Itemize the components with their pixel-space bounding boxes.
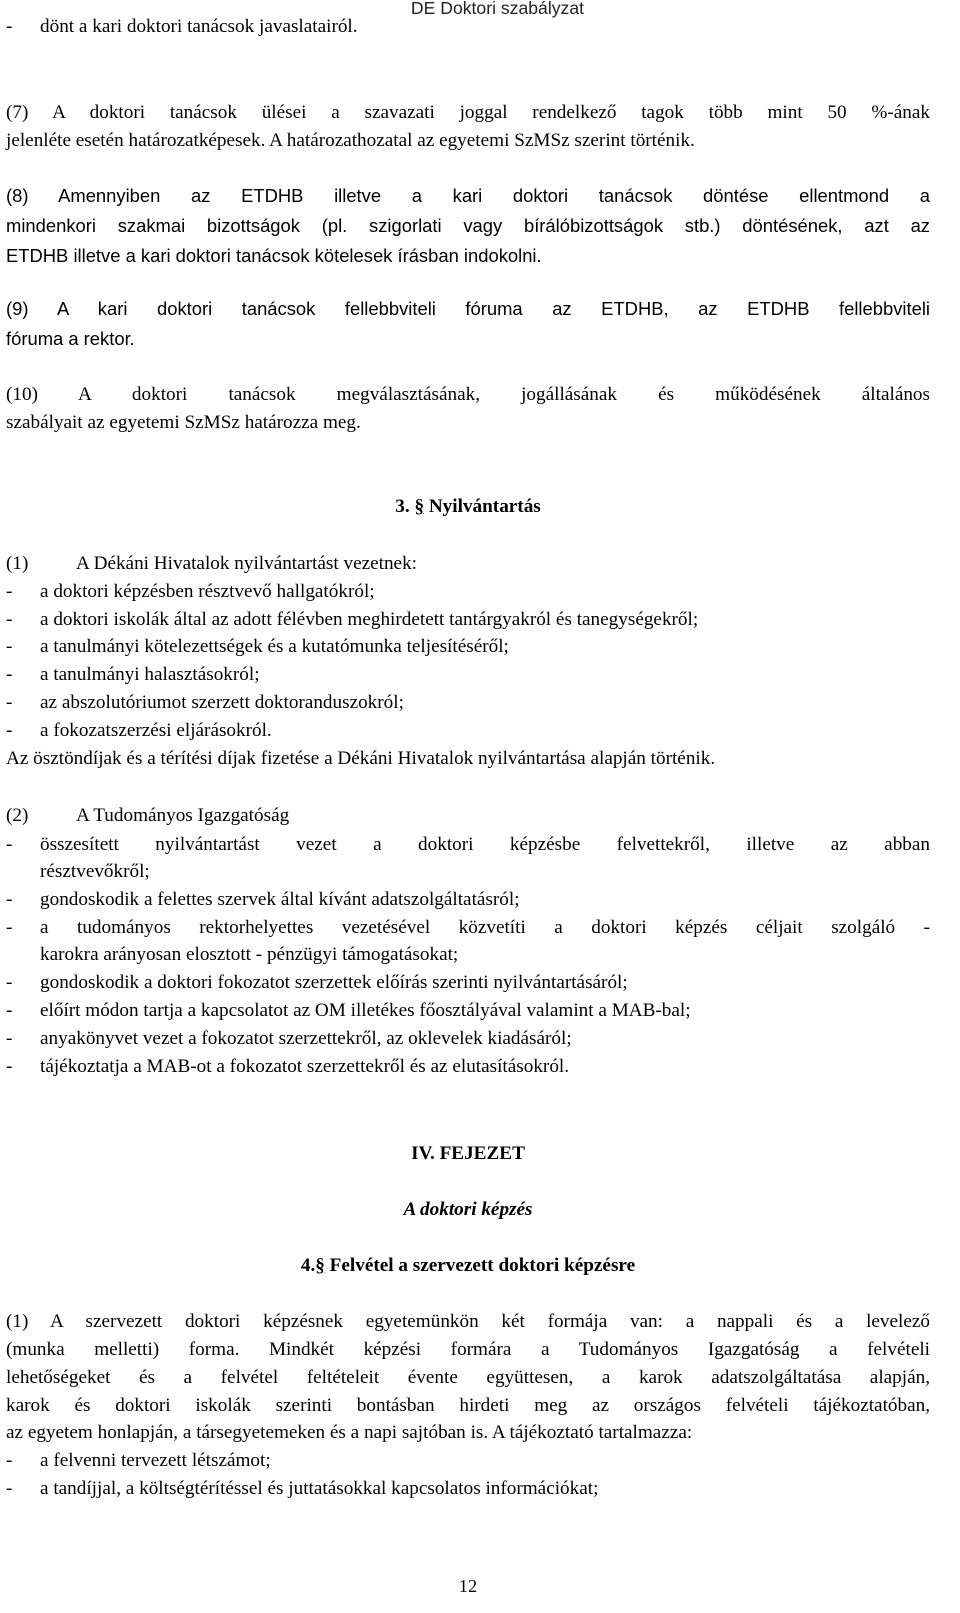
list-item-text: a fokozatszerzési eljárásokról. <box>40 720 272 741</box>
list-item-text: gondoskodik a felettes szervek által kívánt adatszolgáltatásról; <box>40 889 520 910</box>
paragraph-line: (1) A szervezett doktori képzésnek egyetemünkön két formája van: a nappali és a levelező <box>6 1311 930 1332</box>
bullet-dash: - <box>6 1000 13 1021</box>
bullet-dash: - <box>6 581 13 602</box>
paragraph-line: (10) A doktori tanácsok megválasztásának, jogállásának és működésének általános <box>6 384 930 405</box>
section-heading <box>0 1254 936 1278</box>
bullet-dash: - <box>6 16 13 37</box>
bullet-dash: - <box>6 720 13 741</box>
section-title: Felvétel a szervezett doktori képzésre <box>329 1255 636 1276</box>
list-item-text: a tanulmányi halasztásokról; <box>40 664 260 685</box>
list-item-text: összesített nyilvántartást vezet a doktori képzésbe felvettekről, illetve az abban <box>40 834 930 855</box>
paragraph-line: az egyetem honlapján, a társegyetemeken és a napi sajtóban is. A tájékoztató tartalmazza: <box>6 1422 693 1443</box>
top-list-item <box>0 15 936 39</box>
list-item-text: tájékoztatja a MAB-ot a fokozatot szerzettekről és az elutasításokról. <box>40 1056 570 1077</box>
list-item <box>0 580 936 604</box>
list-item <box>0 635 936 659</box>
bullet-dash: - <box>6 1028 13 1049</box>
paragraph-line: jelenléte esetén határozatképesek. A határozathozatal az egyetemi SzMSz szerint történik. <box>6 130 695 151</box>
list-item <box>0 719 936 743</box>
bullet-dash: - <box>6 889 13 910</box>
page-number: 12 <box>458 1576 478 1596</box>
list-item <box>0 999 936 1023</box>
list-item-text: a tudományos rektorhelyettes vezetésével közvetíti a doktori képzés céljait szolgáló - <box>40 917 930 938</box>
section-title: Nyilvántartás <box>428 496 541 517</box>
bullet-dash: - <box>6 609 13 630</box>
list-item-text: az abszolutóriumot szerzett doktoranduszokról; <box>40 692 404 713</box>
list-item-text: dönt a kari doktori tanácsok javaslatairól. <box>40 16 358 37</box>
bullet-dash: - <box>6 834 13 855</box>
list-item-text: a tandíjjal, a költségtérítéssel és juttatásokkal kapcsolatos információkat; <box>40 1478 599 1499</box>
list-item <box>0 1477 936 1501</box>
paragraph-line: karok és doktori iskolák szerinti bontásban hirdeti meg az országos felvételi tájékoztatóban, <box>6 1395 930 1416</box>
paragraph-text: A Tudományos Igazgatóság <box>76 805 290 826</box>
bullet-dash: - <box>6 636 13 657</box>
section-heading <box>0 495 936 519</box>
list-item-text: a felvenni tervezett létszámot; <box>40 1450 271 1471</box>
section-number: 3. <box>395 496 410 517</box>
paragraph-closing: Az ösztöndíjak és a térítési díjak fizetése a Dékáni Hivatalok nyilvántartása alapján történik. <box>6 748 716 769</box>
bullet-dash: - <box>6 917 13 938</box>
list-item-continuation: résztvevőkről; <box>40 861 150 882</box>
header-title: DE Doktori szabályzat <box>410 0 584 18</box>
paragraph-line: lehetőségeket és a felvétel feltételeit évente együttesen, a karok adatszolgáltatása alapján, <box>6 1367 930 1388</box>
paragraph-line: szabályait az egyetemi SzMSz határozza meg. <box>6 412 361 433</box>
bullet-dash: - <box>6 972 13 993</box>
section-number: 4. <box>300 1255 316 1276</box>
bullet-dash: - <box>6 1056 13 1077</box>
paragraph-line: (munka melletti) forma. Mindkét képzési formára a Tudományos Igazgatóság a felvételi <box>6 1339 930 1360</box>
paragraph-intro <box>6 552 417 576</box>
list-item <box>0 691 936 715</box>
paragraph-number: (1) <box>6 553 29 574</box>
paragraph-line: (8) Amennyiben az ETDHB illetve a kari doktori tanácsok döntése ellentmond a <box>6 185 930 206</box>
bullet-dash: - <box>6 664 13 685</box>
chapter-number: IV. FEJEZET <box>411 1143 525 1164</box>
list-item-continuation: karokra arányosan elosztott - pénzügyi támogatásokat; <box>40 944 459 965</box>
list-item <box>0 833 936 857</box>
list-item-text: anyakönyvet vezet a fokozatot szerzettekről, az oklevelek kiadásáról; <box>40 1028 572 1049</box>
paragraph-line: (9) A kari doktori tanácsok fellebbviteli fóruma az ETDHB, az ETDHB fellebbviteli <box>6 298 930 319</box>
list-item-text: a doktori iskolák által az adott félévben meghirdetett tantárgyakról és tanegységekről; <box>40 609 699 630</box>
list-item <box>0 916 936 940</box>
list-item-text: a tanulmányi kötelezettségek és a kutatómunka teljesítéséről; <box>40 636 509 657</box>
chapter-title: A doktori képzés <box>403 1199 533 1220</box>
paragraph-line: fóruma a rektor. <box>6 328 135 349</box>
bullet-dash: - <box>6 1450 13 1471</box>
list-item-text: gondoskodik a doktori fokozatot szerzettek előírás szerinti nyilvántartásáról; <box>40 972 628 993</box>
section-sign: § <box>315 1255 325 1276</box>
section-sign: § <box>414 496 425 517</box>
list-item <box>0 608 936 632</box>
list-item <box>0 1027 936 1051</box>
list-item <box>0 971 936 995</box>
list-item-text: a doktori képzésben résztvevő hallgatókról; <box>40 581 375 602</box>
list-item-text: előírt módon tartja a kapcsolatot az OM illetékes főosztályával valamint a MAB-bal; <box>40 1000 691 1021</box>
list-item <box>0 663 936 687</box>
list-item <box>0 1055 936 1079</box>
paragraph-line: ETDHB illetve a kari doktori tanácsok kötelesek írásban indokolni. <box>6 245 542 266</box>
bullet-dash: - <box>6 1478 13 1499</box>
paragraph-line: mindenkori szakmai bizottságok (pl. szigorlati vagy bírálóbizottságok stb.) döntésének, azt az <box>6 215 930 236</box>
paragraph-number: (2) <box>6 805 29 826</box>
list-item <box>0 888 936 912</box>
list-item <box>0 1449 936 1473</box>
paragraph-intro <box>6 804 290 828</box>
paragraph-text: A Dékáni Hivatalok nyilvántartást vezetnek: <box>76 553 417 574</box>
bullet-dash: - <box>6 692 13 713</box>
paragraph-line: (7) A doktori tanácsok ülései a szavazati joggal rendelkező tagok több mint 50 %-ának <box>6 102 930 123</box>
